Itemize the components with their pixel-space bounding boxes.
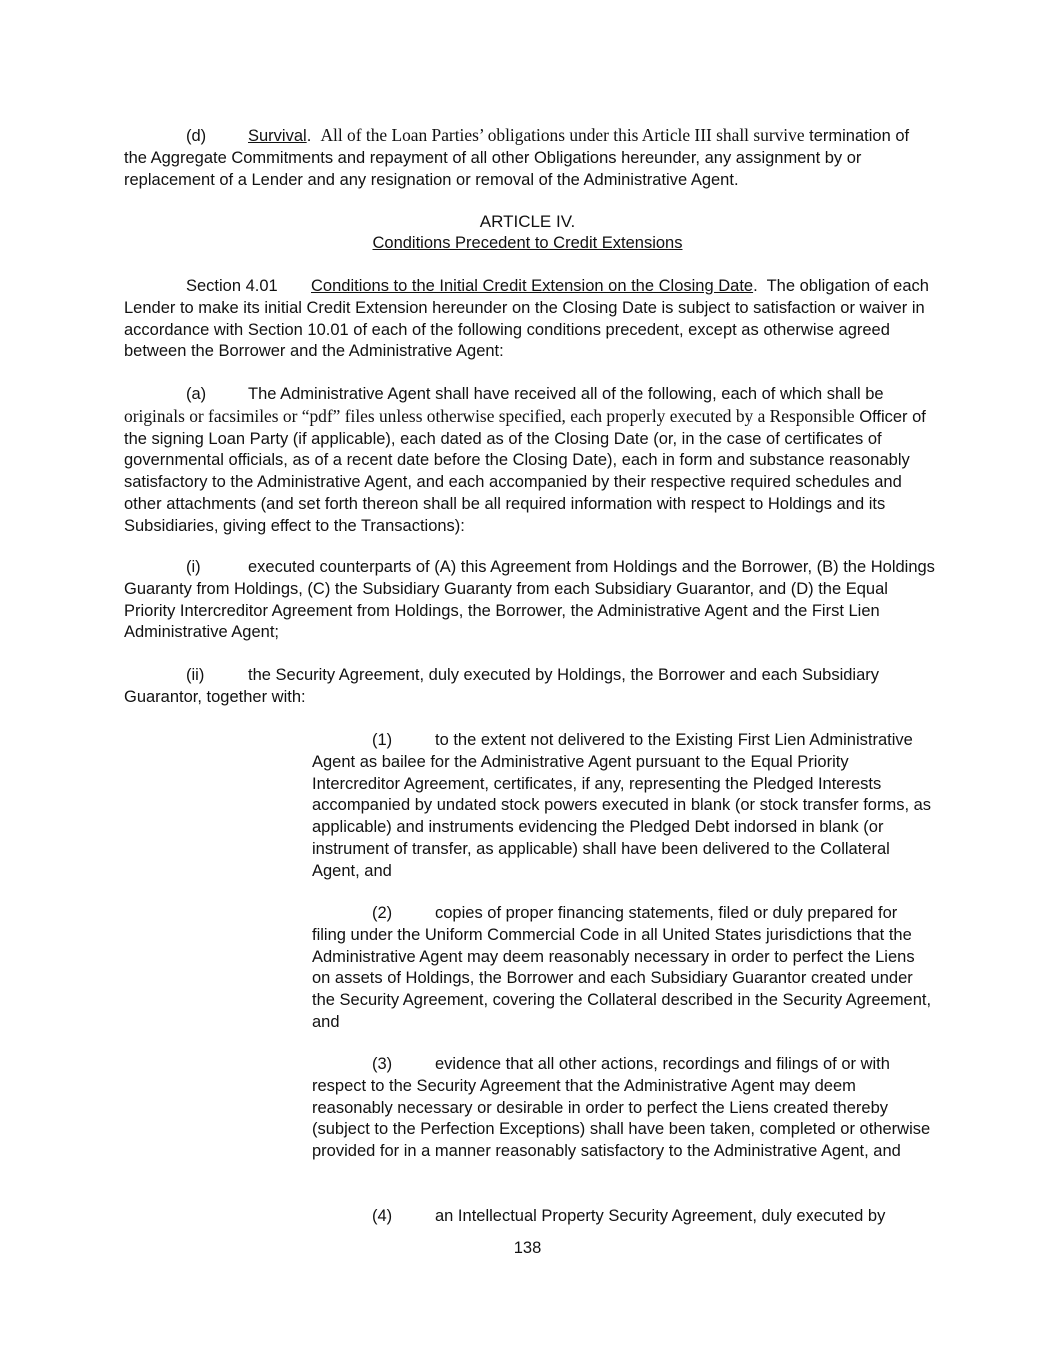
sub-item-body: copies of proper financing statements, filed or duly prepared for filing under the Uniform Commercial Code in all United States jurisdictions that the Administrative Agent may deem reasonably necessary in order to perfect the Liens on assets of Holdings, the Borrower and each Subsidiary Guarantor created under the Security Agreement, covering the Collateral described in the Security Agreement, and [312,904,932,1031]
article-title [0,233,1055,255]
sub-item [312,730,932,883]
paragraph-i [124,557,936,644]
paragraph-i-body: executed counterparts of (A) this Agreement from Holdings and the Borrower, (B) the Holdings Guaranty from Holdings, (C) the Subsidiary Guaranty from each Subsidiary Guarantor, and (D) the Equal Priority Intercreditor Agreement from Holdings, the Borrower, the Administrative Agent and the First Lien Administrative Agent; [124,558,935,642]
paragraph-ii [124,665,936,709]
sub-item [312,903,932,1034]
paragraph-a-marker: (a) [186,385,207,403]
paragraph-ii-body: the Security Agreement, duly executed by Holdings, the Borrower and each Subsidiary Guarantor, together with: [124,666,880,706]
survival-rest: termination of the Aggregate Commitments and repayment of all other Obligations hereunder, any assignment by or replacement of a Lender and any resignation or removal of the Administrative Agent. [124,127,910,189]
paragraph-a-line2: originals or facsimiles or “pdf” files unless otherwise specified, each properly executed by a Responsible [124,405,855,426]
sub-item-marker: (3) [372,1055,393,1073]
sub-item [312,1054,932,1163]
sub-item-body: an Intellectual Property Security Agreement, duly executed by [435,1207,886,1225]
article-number: ARTICLE IV. [479,212,576,231]
sub-item-marker: (4) [372,1207,393,1225]
section-number: Section 4.01 [186,277,278,295]
sub-item-body: to the extent not delivered to the Existing First Lien Administrative Agent as bailee for the Administrative Agent pursuant to the Equal Priority Intercreditor Agreement, certificates, if any, representing the Pledged Interests accompanied by undated stock powers executed in blank (or stock transfer forms, as applicable) and instruments evidencing the Pledged Debt indorsed in blank (or instrument of transfer, as applicable) shall have been delivered to the Collateral Agent, and [312,731,932,880]
sub-item [312,1206,932,1228]
survival-lead: All of the Loan Parties’ obligations under this Article III shall survive [320,125,805,145]
paragraph-a-line1: The Administrative Agent shall have received all of the following, each of which shall be [248,385,884,403]
survival-paragraph: (d) Survival. All of the Loan Parties’ obligations under this Article III shall survive termination of the Aggregate Commitments and repayment of all other Obligations hereunder, any assignment by or replacement of a Lender and any resignation or removal of the Administrative Agent. [124,125,910,189]
survival-heading: Survival [248,127,307,145]
section-4-01-paragraph: Section 4.01 Conditions to the Initial Credit Extension on the Closing Date. The obligation of each Lender to make its initial Credit Extension hereunder on the Closing Date is subject to satisfaction or waiver in accordance with Section 10.01 of each of the following conditions precedent, except as otherwise agreed between the Borrower and the Administrative Agent: [124,277,929,361]
paragraph-ii-marker: (ii) [186,666,205,684]
sub-item-body: evidence that all other actions, recordings and filings of or with respect to the Security Agreement that the Administrative Agent may deem reasonably necessary or desirable in order to perfect the Liens created thereby (subject to the Perfection Exceptions) shall have been taken, completed or otherwise provided for in a manner reasonably satisfactory to the Administrative Agent, and [312,1055,931,1161]
paragraph-i-marker: (i) [186,558,201,576]
paragraph-a-rest: Officer of the signing Loan Party (if applicable), each dated as of the Closing Date (or, in the case of certificates of governmental officials, as of a recent date before the Closing Date), each in form and substance reasonably satisfactory to the Administrative Agent, and each accompanied by their respective required schedules and other attachments (and set forth thereon shall be all required information with respect to Holdings and its Subsidiaries, giving effect to the Transactions): [124,407,926,535]
article-title-text: Conditions Precedent to Credit Extensions [372,234,683,252]
section-heading: Conditions to the Initial Credit Extension on the Closing Date [311,277,754,295]
paragraph-a [124,384,936,538]
survival-marker: (d) [186,127,207,145]
page-number: 138 [513,1239,542,1257]
sub-item-marker: (1) [372,731,393,749]
section-body: The obligation of each Lender to make its initial Credit Extension hereunder on the Closing Date is subject to satisfaction or waiver in accordance with Section 10.01 of each of the following conditions precedent, except as otherwise agreed between the Borrower and the Administrative Agent: [124,277,929,361]
sub-item-marker: (2) [372,904,393,922]
